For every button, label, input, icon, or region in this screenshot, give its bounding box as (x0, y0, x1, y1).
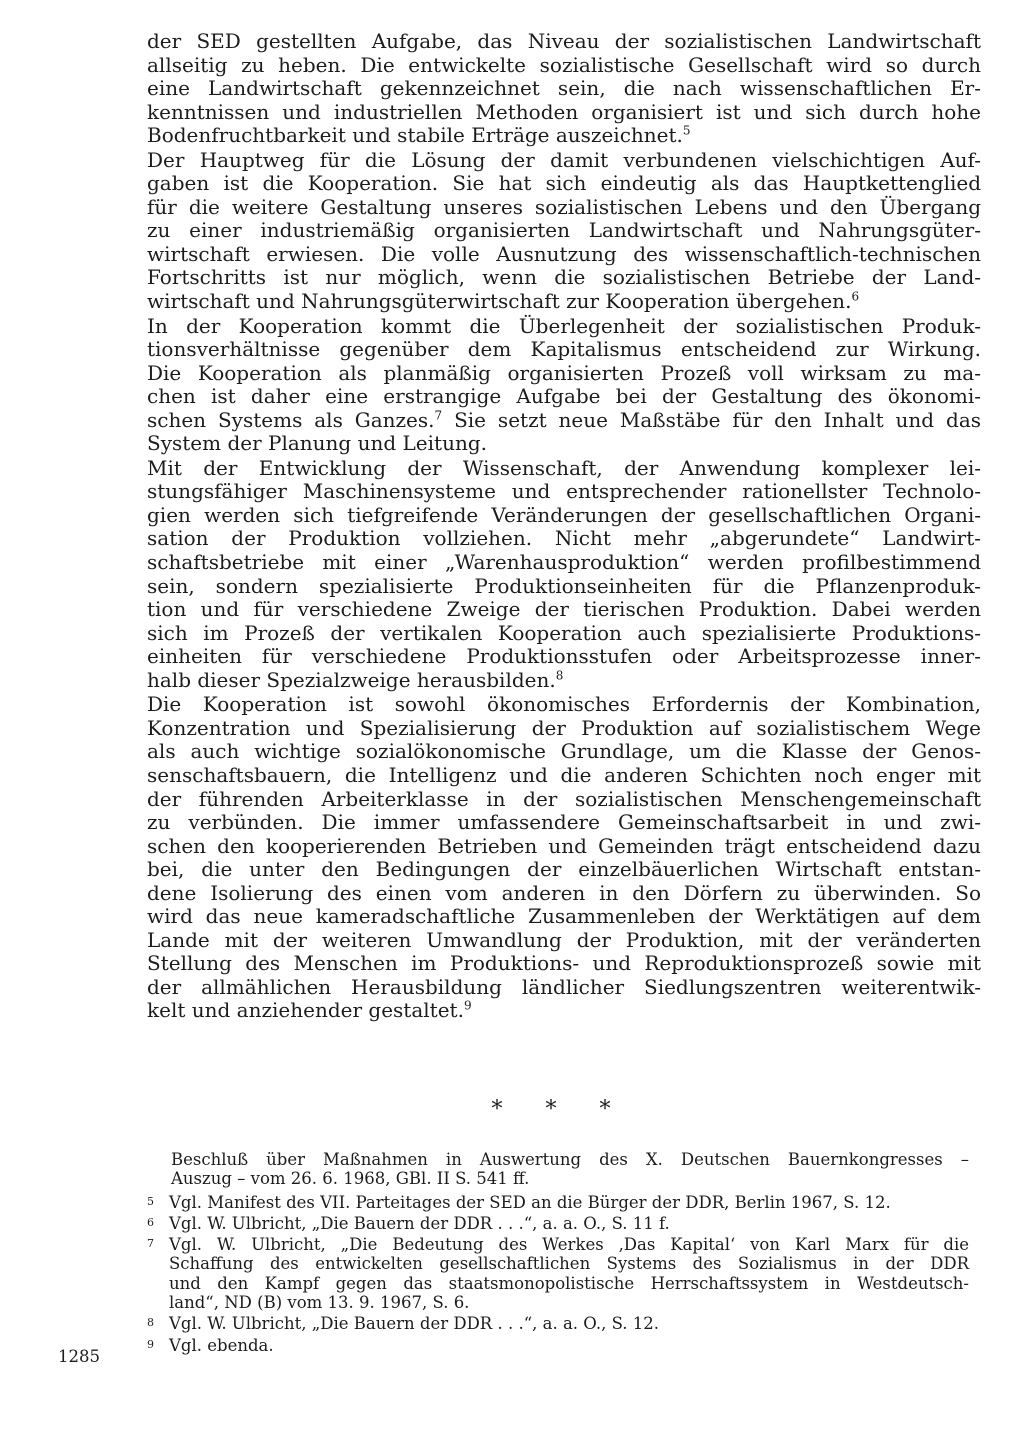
text-line: sation der Produktion vollziehen. Nicht mehr „abgerundete“ Landwirt- (147, 526, 981, 551)
text-line: einheiten für verschiedene Produktionsstufen oder Arbeitsprozesse inner- (147, 644, 981, 669)
text-line: sein, sondern spezialisierte Produktionseinheiten für die Pflanzenproduk- (147, 573, 981, 598)
text-line: stungsfähiger Maschinensysteme und entsprechender rationellster Technolo- (147, 479, 981, 504)
text-line: der SED gestellten Aufgabe, das Niveau der sozialistischen Landwirtschaft (147, 29, 981, 53)
text-line (147, 124, 981, 148)
text-line: und den Kampf gegen das staatsmonopolistische Herrschaftssystem in Westdeutsch- (169, 1273, 969, 1293)
footnote-number: 5 (147, 1194, 154, 1208)
text-line (147, 669, 981, 693)
footnote (147, 1214, 969, 1233)
footnote (147, 1314, 969, 1333)
text-line: als auch wichtige sozialökonomische Grundlage, um die Klasse der Genos- (147, 739, 981, 764)
text-line: bei, die unter den Bedingungen der einzelbäuerlichen Wirtschaft entstan- (147, 857, 981, 882)
footnote-number: 9 (147, 1337, 154, 1351)
footnote-marker: 6 (851, 289, 860, 304)
text-line: Vgl. Manifest des VII. Parteitages der SED an die Bürger der DDR, Berlin 1967, S. 12. (169, 1192, 891, 1212)
footnote (147, 1235, 969, 1312)
text-line: Vgl. W. Ulbricht, „Die Bauern der DDR . . .“, a. a. O., S. 12. (169, 1314, 660, 1334)
page-number: 1285 (58, 1347, 100, 1366)
text-line-content: kelt und anziehender gestaltet. (147, 998, 464, 1023)
text-line: allseitig zu heben. Die entwickelte sozialistische Gesellschaft wird so durch (147, 52, 981, 77)
text-line: zu einer industriemäßig organisierten Landwirtschaft und Nahrungsgüter- (147, 218, 981, 243)
text-line: Der Hauptweg für die Lösung der damit verbundenen vielschichtigen Auf- (147, 147, 981, 172)
footnote-marker: 8 (555, 668, 564, 683)
footnote-marker: 5 (682, 123, 691, 138)
text-line: dene Isolierung des einen vom anderen in den Dörfern zu überwinden. So (147, 880, 981, 905)
text-line-content: schen Systems als Ganzes. (147, 407, 435, 432)
text-line: gaben ist die Kooperation. Sie hat sich eindeutig als das Hauptkettenglied (147, 171, 981, 196)
text-line-content: halb dieser Spezialzweige herausbilden. (147, 667, 556, 692)
text-line: der führenden Arbeiterklasse in der sozialistischen Menschengemeinschaft (147, 786, 981, 811)
text-line: Schaffung des entwickelten gesellschaftlichen Systems des Sozialismus in der DDR (169, 1254, 969, 1274)
footnote-text (169, 1193, 969, 1212)
footnote (147, 1336, 969, 1355)
text-line: wird das neue kameradschaftliche Zusammenleben der Werktätigen auf dem (147, 904, 981, 929)
text-line: Mit der Entwicklung der Wissenschaft, der Anwendung komplexer lei- (147, 455, 981, 480)
footnote-text (169, 1214, 969, 1233)
paragraph (147, 315, 981, 456)
footnotes (147, 1150, 969, 1357)
text-line: land“, ND (B) vom 13. 9. 1967, S. 6. (169, 1293, 470, 1313)
footnote-text (169, 1336, 969, 1355)
footnote-marker: 9 (463, 998, 472, 1013)
paragraph (147, 30, 981, 148)
footnote-text (169, 1235, 969, 1312)
footnote (147, 1193, 969, 1212)
text-line: tionsverhältnisse gegenüber dem Kapitalismus entscheidend zur Wirkung. (147, 337, 981, 362)
paragraph (147, 457, 981, 692)
text-line: Vgl. W. Ulbricht, „Die Bedeutung des Werkes ‚Das Kapital‘ von Karl Marx für die (169, 1235, 969, 1255)
text-line: wirtschaft erwiesen. Die volle Ausnutzung des wissenschaftlich-technischen (147, 241, 981, 266)
text-line (147, 409, 981, 433)
text-line: Fortschritts ist nur möglich, wenn die sozialistischen Betriebe der Land- (147, 265, 981, 290)
text-line: der allmählichen Herausbildung ländlicher Siedlungszentren weiterentwik- (147, 974, 981, 999)
footnote-text (169, 1314, 969, 1333)
text-line: chen ist daher eine erstrangige Aufgabe bei der Gestaltung des ökonomi- (147, 384, 981, 409)
text-line-content: Bodenfruchtbarkeit und stabile Erträge auszeichnet. (147, 123, 683, 148)
text-line: Die Kooperation als planmäßig organisierten Prozeß voll wirksam zu ma- (147, 360, 981, 385)
text-line: zu verbünden. Die immer umfassendere Gemeinschaftsarbeit in und zwi- (147, 810, 981, 835)
text-line: Beschluß über Maßnahmen in Auswertung des X. Deutschen Bauernkongresses – (171, 1150, 969, 1169)
text-line: schaftsbetriebe mit einer „Warenhausproduktion“ werden profilbestimmend (147, 550, 981, 575)
text-line (147, 290, 981, 314)
text-line-content: wirtschaft und Nahrungsgüterwirtschaft zur Kooperation übergehen. (147, 289, 852, 314)
text-line: System der Planung und Leitung. (147, 431, 487, 456)
text-line: Lande mit der weiteren Umwandlung der Produktion, mit der veränderten (147, 927, 981, 952)
text-line: Vgl. ebenda. (169, 1335, 274, 1355)
paragraph (147, 693, 981, 1023)
text-line: für die weitere Gestaltung unseres sozialistischen Lebens und den Übergang (147, 194, 981, 219)
text-line: Konzentration und Spezialisierung der Produktion auf sozialistischem Wege (147, 715, 981, 740)
main-text (147, 30, 981, 1023)
text-line: tion und für verschiedene Zweige der tierischen Produktion. Dabei werden (147, 597, 981, 622)
text-line (147, 999, 981, 1023)
footnote-intro (171, 1150, 969, 1189)
text-line: senschaftsbauern, die Intelligenz und die anderen Schichten noch enger mit (147, 762, 981, 787)
section-divider: * * * (491, 1097, 629, 1122)
text-line: kenntnissen und industriellen Methoden organisiert ist und sich durch hohe (147, 99, 981, 124)
text-line: sich im Prozeß der vertikalen Kooperation auch spezialisierte Produktions- (147, 620, 981, 645)
text-line: schen den kooperierenden Betrieben und Gemeinden trägt entscheidend dazu (147, 833, 981, 858)
paragraph (147, 149, 981, 314)
footnote-number: 8 (147, 1316, 154, 1330)
footnote-number: 6 (147, 1215, 154, 1229)
footnote-number: 7 (147, 1237, 154, 1251)
text-line: eine Landwirtschaft gekennzeichnet sein, die nach wissenschaftlichen Er- (147, 76, 981, 101)
text-line: Auszug – vom 26. 6. 1968, GBl. II S. 541 ff. (171, 1169, 530, 1189)
text-line: In der Kooperation kommt die Überlegenheit der sozialistischen Produk- (147, 313, 981, 338)
text-line-content: Sie setzt neue Maßstäbe für den Inhalt und das (442, 407, 982, 432)
text-line: Die Kooperation ist sowohl ökonomisches Erfordernis der Kombination, (147, 692, 981, 717)
footnote-marker: 7 (434, 408, 443, 423)
text-line: Vgl. W. Ulbricht, „Die Bauern der DDR . . .“, a. a. O., S. 11 f. (169, 1213, 670, 1233)
text-line: Stellung des Menschen im Produktions- und Reproduktionsprozeß sowie mit (147, 951, 981, 976)
text-line: gien werden sich tiefgreifende Veränderungen der gesellschaftlichen Organi- (147, 502, 981, 527)
